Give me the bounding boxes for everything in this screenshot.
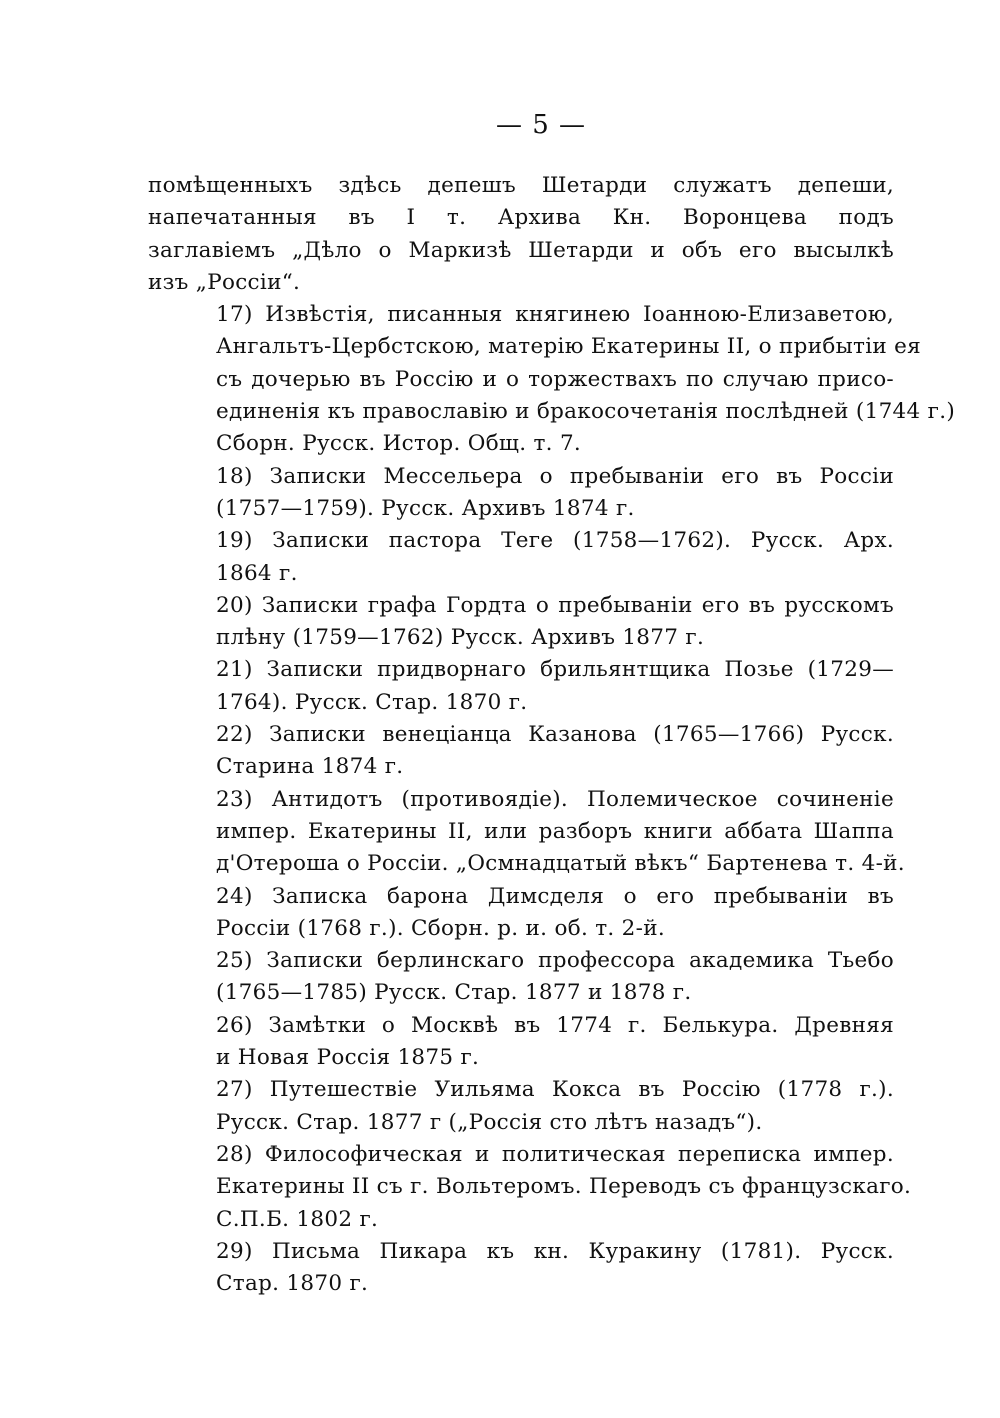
text-line: 26) Замѣтки о Москвѣ въ 1774 г. Белькура. Древняя xyxy=(216,1012,894,1038)
text-line: С.П.Б. 1802 г. xyxy=(216,1206,379,1232)
text-line: 19) Записки пастора Теге (1758—1762). Русск. Арх. xyxy=(216,528,894,554)
text-line: помѣщенныхъ здѣсь депешъ Шетарди служатъ депеши, xyxy=(148,173,894,198)
text-line: (1757—1759). Русск. Архивъ 1874 г. xyxy=(216,495,635,521)
page-number: — 5 — xyxy=(495,110,587,140)
text-line: Екатерины II съ г. Вольтеромъ. Переводъ съ французскаго. xyxy=(216,1174,912,1200)
text-line: д'Отероша о Россіи. „Осмнадцатый вѣкъ“ Бартенева т. 4-й. xyxy=(216,851,905,877)
text-line: 22) Записки венеціанца Казанова (1765—1766) Русск. xyxy=(216,722,894,748)
text-line: Старина 1874 г. xyxy=(216,754,404,780)
text-line: 1864 г. xyxy=(216,560,298,586)
text-line: и Новая Россія 1875 г. xyxy=(216,1045,480,1071)
text-line: импер. Екатерины II, или разборъ книги аббата Шаппа xyxy=(216,818,894,844)
text-line: 28) Философическая и политическая переписка импер. xyxy=(216,1141,894,1167)
text-line: 17) Извѣстія, писанныя княгинею Іоанною-Елизаветою, xyxy=(216,302,894,328)
text-line: 23) Антидотъ (противоядіе). Полемическое сочиненіе xyxy=(216,786,894,812)
text-line: Сборн. Русск. Истор. Общ. т. 7. xyxy=(216,431,582,457)
text-line: (1765—1785) Русск. Стар. 1877 и 1878 г. xyxy=(216,980,692,1006)
bibliography-entry-17 xyxy=(148,299,956,460)
bibliography-entry-28 xyxy=(148,1139,912,1236)
text-line: изъ „Россіи“. xyxy=(148,269,301,295)
text-line: Россіи (1768 г.). Сборн. р. и. об. т. 2-й. xyxy=(216,915,665,941)
bibliography-entry-23 xyxy=(148,784,905,881)
continuation-paragraph xyxy=(148,170,894,299)
bibliography-entry-18 xyxy=(148,461,894,526)
document-page xyxy=(148,105,956,1300)
text-line: 24) Записка барона Димсделя о его пребываніи въ xyxy=(216,883,894,909)
bibliography-entry-26 xyxy=(148,1010,894,1075)
bibliography-entry-27 xyxy=(148,1074,894,1139)
bibliography-entry-25 xyxy=(148,945,894,1010)
text-line: единенія къ православію и бракосочетанія послѣдней (1744 г.) xyxy=(216,399,956,425)
text-line: 18) Записки Мессельера о пребываніи его въ Россіи xyxy=(216,463,894,489)
text-line: 29) Письма Пикара къ кн. Куракину (1781). Русск. xyxy=(216,1238,894,1264)
bibliography-entry-22 xyxy=(148,719,894,784)
text-line: Русск. Стар. 1877 г („Россія сто лѣтъ назадъ“). xyxy=(216,1109,763,1135)
bibliography-entry-19 xyxy=(148,525,894,590)
text-line: Стар. 1870 г. xyxy=(216,1271,369,1297)
bibliography-entry-21 xyxy=(148,654,894,719)
text-line: Ангальтъ-Цербстскою, матерію Екатерины II, о прибытіи ея xyxy=(216,334,922,360)
text-line: съ дочерью въ Россію и о торжествахъ по случаю присо- xyxy=(216,366,894,392)
text-line: плѣну (1759—1762) Русск. Архивъ 1877 г. xyxy=(216,625,705,651)
text-line: 20) Записки графа Гордта о пребываніи его въ русскомъ xyxy=(216,592,894,618)
bibliography-entry-29 xyxy=(148,1236,894,1301)
text-line: 25) Записки берлинскаго профессора академика Тьебо xyxy=(216,948,894,974)
text-line: заглавіемъ „Дѣло о Маркизѣ Шетарди и объ его высылкѣ xyxy=(148,237,894,263)
text-line: 27) Путешествіе Уильяма Кокса въ Россію (1778 г.). xyxy=(216,1077,894,1103)
bibliography-entry-24 xyxy=(148,881,894,946)
text-line: 21) Записки придворнаго брильянтщика Позье (1729— xyxy=(216,657,894,683)
text-line: 1764). Русск. Стар. 1870 г. xyxy=(216,689,528,715)
text-line: напечатанныя въ I т. Архива Кн. Воронцева подъ xyxy=(148,205,894,231)
bibliography-entry-20 xyxy=(148,590,894,655)
